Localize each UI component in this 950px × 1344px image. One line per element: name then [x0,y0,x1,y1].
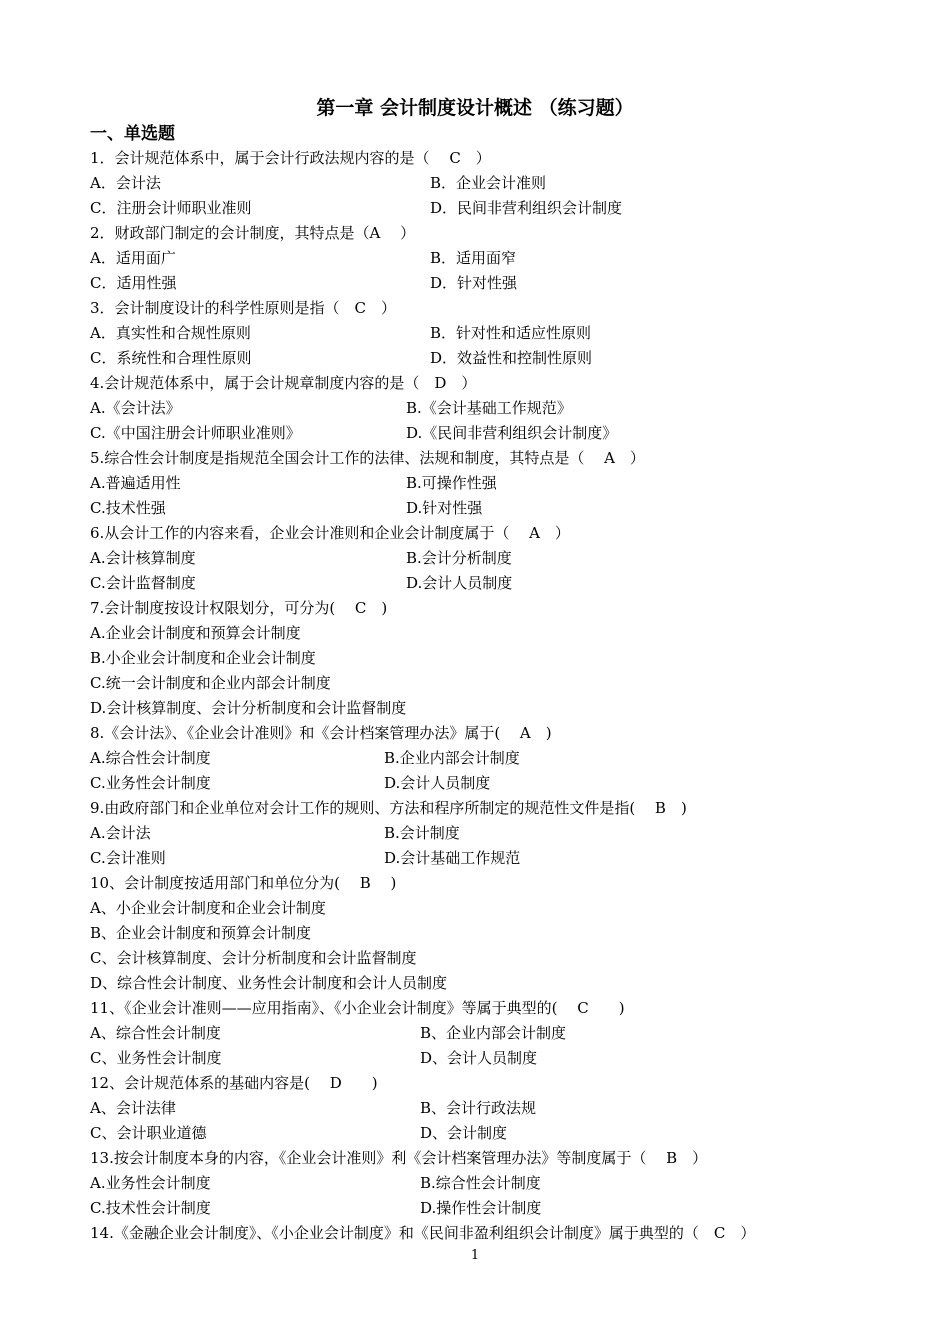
text-line [90,871,870,896]
line-text-right: B、会计行政法规 [420,1099,537,1117]
text-line [90,646,870,671]
option-row [90,821,870,846]
line-text: 1．会计规范体系中，属于会计行政法规内容的是（ C ） [90,149,491,167]
line-text-right: D．民间非营利组织会计制度 [430,199,623,217]
line-text: A.《会计法》 [90,399,181,417]
text-line [90,721,870,746]
option-row [90,846,870,871]
line-text-right: D.操作性会计制度 [420,1199,542,1217]
line-text-right: D.《民间非营利组织会计制度》 [406,424,618,442]
option-row [90,246,870,271]
option-row [90,1096,870,1121]
line-text: 6.从会计工作的内容来看，企业会计准则和企业会计制度属于（ A ） [90,524,570,542]
option-row [90,1046,870,1071]
line-text: C.《中国注册会计师职业准则》 [90,424,301,442]
line-text: A.业务性会计制度 [90,1174,211,1192]
page-title: 第一章 会计制度设计概述 （练习题） [316,97,634,119]
option-row [90,496,870,521]
line-text-right: B、企业内部会计制度 [420,1024,567,1042]
line-text: 7.会计制度按设计权限划分，可分为( C ) [90,599,388,617]
option-row [90,196,870,221]
line-text: 5.综合性会计制度是指规范全国会计工作的法律、法规和制度，其特点是（ A ） [90,449,645,467]
text-line [90,521,870,546]
option-row [90,546,870,571]
line-text-right: B．针对性和适应性原则 [430,324,592,342]
option-row [90,571,870,596]
option-row [90,471,870,496]
line-text-right: B.可操作性强 [406,474,497,492]
line-text: C.统一会计制度和企业内部会计制度 [90,674,331,692]
line-text: C.技术性会计制度 [90,1199,211,1217]
line-text: 10、会计制度按适用部门和单位分为( B ) [90,874,397,892]
line-text-right: B．企业会计准则 [430,174,547,192]
line-text: A、综合性会计制度 [90,1024,221,1042]
line-text: C.业务性会计制度 [90,774,211,792]
line-text-right: B.《会计基础工作规范》 [406,399,572,417]
line-text: C、会计核算制度、会计分析制度和会计监督制度 [90,949,417,967]
option-row [90,746,870,771]
option-row [90,1121,870,1146]
line-text: A．真实性和合规性原则 [90,324,251,342]
line-text: A.企业会计制度和预算会计制度 [90,624,301,642]
option-row [90,396,870,421]
line-text: C、会计职业道德 [90,1124,207,1142]
text-line [90,1221,870,1246]
line-text: D.会计核算制度、会计分析制度和会计监督制度 [90,699,407,717]
line-text: 13.按会计制度本身的内容，《企业会计准则》利《会计档案管理办法》等制度属于（ B ） [90,1149,708,1167]
line-text-right: D、会计人员制度 [420,1049,538,1067]
option-row [90,171,870,196]
option-row [90,421,870,446]
line-text: 4.会计规范体系中，属于会计规章制度内容的是（ D ） [90,374,477,392]
line-text-right: B．适用面窄 [430,249,517,267]
text-line [90,1146,870,1171]
line-text-right: D.会计人员制度 [384,774,491,792]
line-text: 9.由政府部门和企业单位对会计工作的规则、方法和程序所制定的规范性文件是指( B ) [90,799,687,817]
text-line [90,971,870,996]
line-text: 3．会计制度设计的科学性原则是指（ C ） [90,299,397,317]
line-text: A、小企业会计制度和企业会计制度 [90,899,326,917]
line-text: C.技术性强 [90,499,166,517]
text-line [90,146,870,171]
text-line [90,221,870,246]
text-line [90,371,870,396]
text-line [90,446,870,471]
text-line [90,296,870,321]
line-text: D、综合性会计制度、业务性会计制度和会计人员制度 [90,974,448,992]
text-line [90,596,870,621]
question-list [90,146,870,1246]
line-text-right: D.针对性强 [406,499,483,517]
line-text: 14.《金融企业会计制度》、《小企业会计制度》和《民间非盈利组织会计制度》属于典型的（ C ） [90,1224,756,1242]
option-row [90,1021,870,1046]
line-text: 8.《会计法》、《企业会计准则》和《会计档案管理办法》属于( A ) [90,724,552,742]
page-number: 1 [470,1248,480,1263]
text-line [90,921,870,946]
line-text: A．适用面广 [90,249,176,267]
line-text-right: D.会计人员制度 [406,574,513,592]
line-text: B.小企业会计制度和企业会计制度 [90,649,316,667]
text-line [90,621,870,646]
line-text-right: D、会计制度 [420,1124,508,1142]
text-line [90,671,870,696]
line-text: 12、会计规范体系的基础内容是( D ) [90,1074,378,1092]
line-text-right: B.会计制度 [384,824,460,842]
line-text-right: D.会计基础工作规范 [384,849,521,867]
line-text: A、会计法律 [90,1099,176,1117]
text-line [90,896,870,921]
line-text-right: B.企业内部会计制度 [384,749,520,767]
line-text: 2．财政部门制定的会计制度，其特点是（A ） [90,224,416,242]
option-row [90,271,870,296]
section-heading: 一、单选题 [90,124,175,144]
line-text-right: D．针对性强 [430,274,518,292]
line-text: C、业务性会计制度 [90,1049,222,1067]
line-text: 11、《企业会计准则——应用指南》、《小企业会计制度》等属于典型的( C ) [90,999,625,1017]
line-text: A.综合性会计制度 [90,749,211,767]
text-line [90,996,870,1021]
line-text-right: D．效益性和控制性原则 [430,349,593,367]
text-line [90,696,870,721]
line-text-right: B.综合性会计制度 [420,1174,541,1192]
text-line [90,946,870,971]
line-text: C．系统性和合理性原则 [90,349,252,367]
text-line [90,796,870,821]
option-row [90,771,870,796]
line-text-right: B.会计分析制度 [406,549,512,567]
line-text: A.会计核算制度 [90,549,196,567]
line-text: C.会计准则 [90,849,166,867]
line-text: C．适用性强 [90,274,177,292]
line-text: C．注册会计师职业准则 [90,199,252,217]
line-text: A.普遍适用性 [90,474,181,492]
option-row [90,1171,870,1196]
line-text: B、企业会计制度和预算会计制度 [90,924,312,942]
line-text: A.会计法 [90,824,151,842]
option-row [90,346,870,371]
text-line [90,1071,870,1096]
option-row [90,321,870,346]
line-text: A．会计法 [90,174,161,192]
option-row [90,1196,870,1221]
line-text: C.会计监督制度 [90,574,196,592]
